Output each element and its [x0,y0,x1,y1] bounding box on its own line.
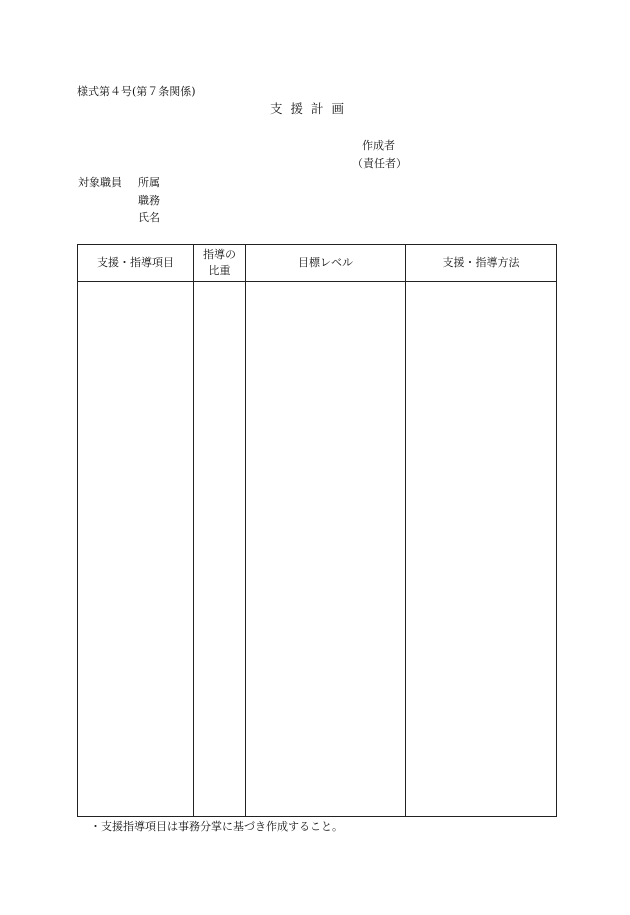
header-guidance-weight-line1: 指導の [203,247,236,261]
affiliation-label: 所属 [138,176,160,189]
responsible-person-label: （責任者） [352,157,407,170]
header-support-item [78,245,193,281]
form-number: 様式第４号(第７条関係) [77,85,196,98]
target-staff-label: 対象職員 [78,176,122,189]
creator-label: 作成者 [362,139,395,152]
footnote: ・支援指導項目は事務分掌に基づき作成すること。 [90,820,343,833]
goal-level-cell[interactable] [246,282,405,816]
header-goal-level [246,245,405,281]
header-support-method-text: 支援・指導方法 [442,255,520,269]
guidance-weight-cell[interactable] [194,282,245,816]
duty-label: 職務 [138,194,160,207]
header-guidance-weight [194,245,245,281]
support-plan-table [77,244,557,817]
name-label: 氏名 [138,211,160,224]
support-item-cell[interactable] [78,282,193,816]
header-support-item-text: 支援・指導項目 [97,255,174,269]
header-goal-level-text: 目標レベル [298,255,353,269]
page-title: 支援計画 [270,101,353,116]
header-support-method [406,245,556,281]
support-method-cell[interactable] [406,282,556,816]
header-guidance-weight-line2: 比重 [208,264,231,277]
